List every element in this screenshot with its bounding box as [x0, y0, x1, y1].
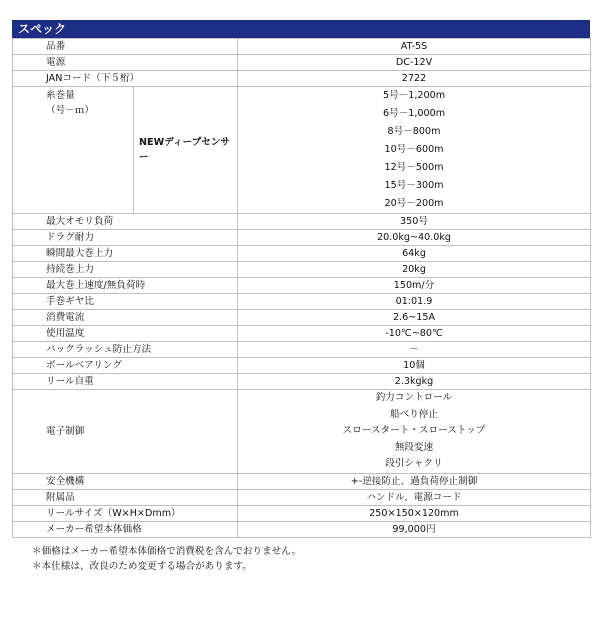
row-value: +-逆接防止、過負荷停止制御	[238, 473, 591, 489]
row-label	[13, 87, 134, 214]
table-row	[13, 489, 591, 505]
table-row	[13, 39, 591, 55]
list-item: スロースタート・スローストップ	[342, 425, 486, 436]
row-label: 瞬間最大巻上力	[13, 246, 238, 262]
line-capacity-label: 糸巻量	[46, 90, 75, 101]
row-label: 品番	[13, 39, 238, 55]
line-capacity-unit: （号－ｍ）	[46, 105, 94, 116]
spec-section	[12, 20, 590, 574]
list-item: 15号－300m	[384, 180, 444, 191]
table-row	[13, 230, 591, 246]
row-value: 20kg	[238, 262, 591, 278]
line-capacity-list	[238, 87, 590, 213]
row-label: JANコード（下５桁）	[13, 71, 238, 87]
table-row	[13, 473, 591, 489]
table-row	[13, 71, 591, 87]
row-value: 2722	[238, 71, 591, 87]
list-item: 6号－1,000m	[382, 108, 446, 119]
spec-table	[12, 38, 591, 538]
footnote: ＊本仕様は、改良のため変更する場合があります。	[32, 560, 252, 572]
row-label: 電子制御	[13, 390, 238, 474]
list-item: 8号－800m	[387, 126, 441, 137]
table-row	[13, 214, 591, 230]
table-row	[13, 310, 591, 326]
table-row	[13, 342, 591, 358]
row-value: 150m/分	[238, 278, 591, 294]
list-item: 10号－600m	[384, 144, 444, 155]
row-value: 01:01.9	[238, 294, 591, 310]
list-item: 釣力コントロール	[375, 392, 453, 403]
table-row	[13, 246, 591, 262]
row-label: ドラグ耐力	[13, 230, 238, 246]
list-item: 20号－200m	[384, 198, 444, 209]
row-value: －	[238, 342, 591, 358]
table-row	[13, 55, 591, 71]
row-label: 最大巻上速度/無負荷時	[13, 278, 238, 294]
row-value: DC-12V	[238, 55, 591, 71]
row-value	[238, 390, 591, 474]
row-value: AT-5S	[238, 39, 591, 55]
table-row	[13, 390, 591, 474]
row-label: 最大オモリ負荷	[13, 214, 238, 230]
row-value: 64kg	[238, 246, 591, 262]
list-item: 無段変速	[394, 441, 434, 453]
section-title: スペック	[12, 20, 590, 38]
row-label: バックラッシュ防止方法	[13, 342, 238, 358]
row-label: メーカー希望本体価格	[13, 521, 238, 537]
row-label: 安全機構	[13, 473, 238, 489]
row-label: 附属品	[13, 489, 238, 505]
table-row	[13, 358, 591, 374]
electronic-control-list	[238, 390, 590, 473]
row-value: 20.0kg~40.0kg	[238, 230, 591, 246]
row-value: 250×150×120mm	[238, 505, 591, 521]
row-label: リールサイズ（W×H×Dmm）	[13, 505, 238, 521]
row-label: 持続巻上力	[13, 262, 238, 278]
list-item: 12号－500m	[384, 162, 444, 173]
row-value: -10℃~80℃	[238, 326, 591, 342]
row-label: 消費電流	[13, 310, 238, 326]
table-row	[13, 326, 591, 342]
list-item: 5号－1,200m	[382, 90, 446, 101]
table-row	[13, 278, 591, 294]
footnotes	[12, 544, 590, 574]
table-row	[13, 505, 591, 521]
row-label: 電源	[13, 55, 238, 71]
row-value: ハンドル、電源コード	[238, 489, 591, 505]
row-label: 使用温度	[13, 326, 238, 342]
row-label: 手巻ギヤ比	[13, 294, 238, 310]
row-label: リール自重	[13, 374, 238, 390]
table-row	[13, 87, 591, 214]
footnote: ＊価格はメーカー希望本体価格で消費税を含んでおりません。	[32, 545, 302, 557]
row-value: 99,000円	[238, 521, 591, 537]
table-row	[13, 294, 591, 310]
row-value: 350号	[238, 214, 591, 230]
table-row	[13, 374, 591, 390]
list-item: 段引シャクリ	[385, 458, 443, 469]
row-value: 10個	[238, 358, 591, 374]
table-row	[13, 262, 591, 278]
line-model-label: NEWディープセンサー	[134, 87, 238, 214]
row-label: ボールベアリング	[13, 358, 238, 374]
table-row	[13, 521, 591, 537]
list-item: 船べり停止	[390, 408, 438, 420]
row-value: 2.3kgkg	[238, 374, 591, 390]
row-value: 2.6~15A	[238, 310, 591, 326]
row-value	[238, 87, 591, 214]
